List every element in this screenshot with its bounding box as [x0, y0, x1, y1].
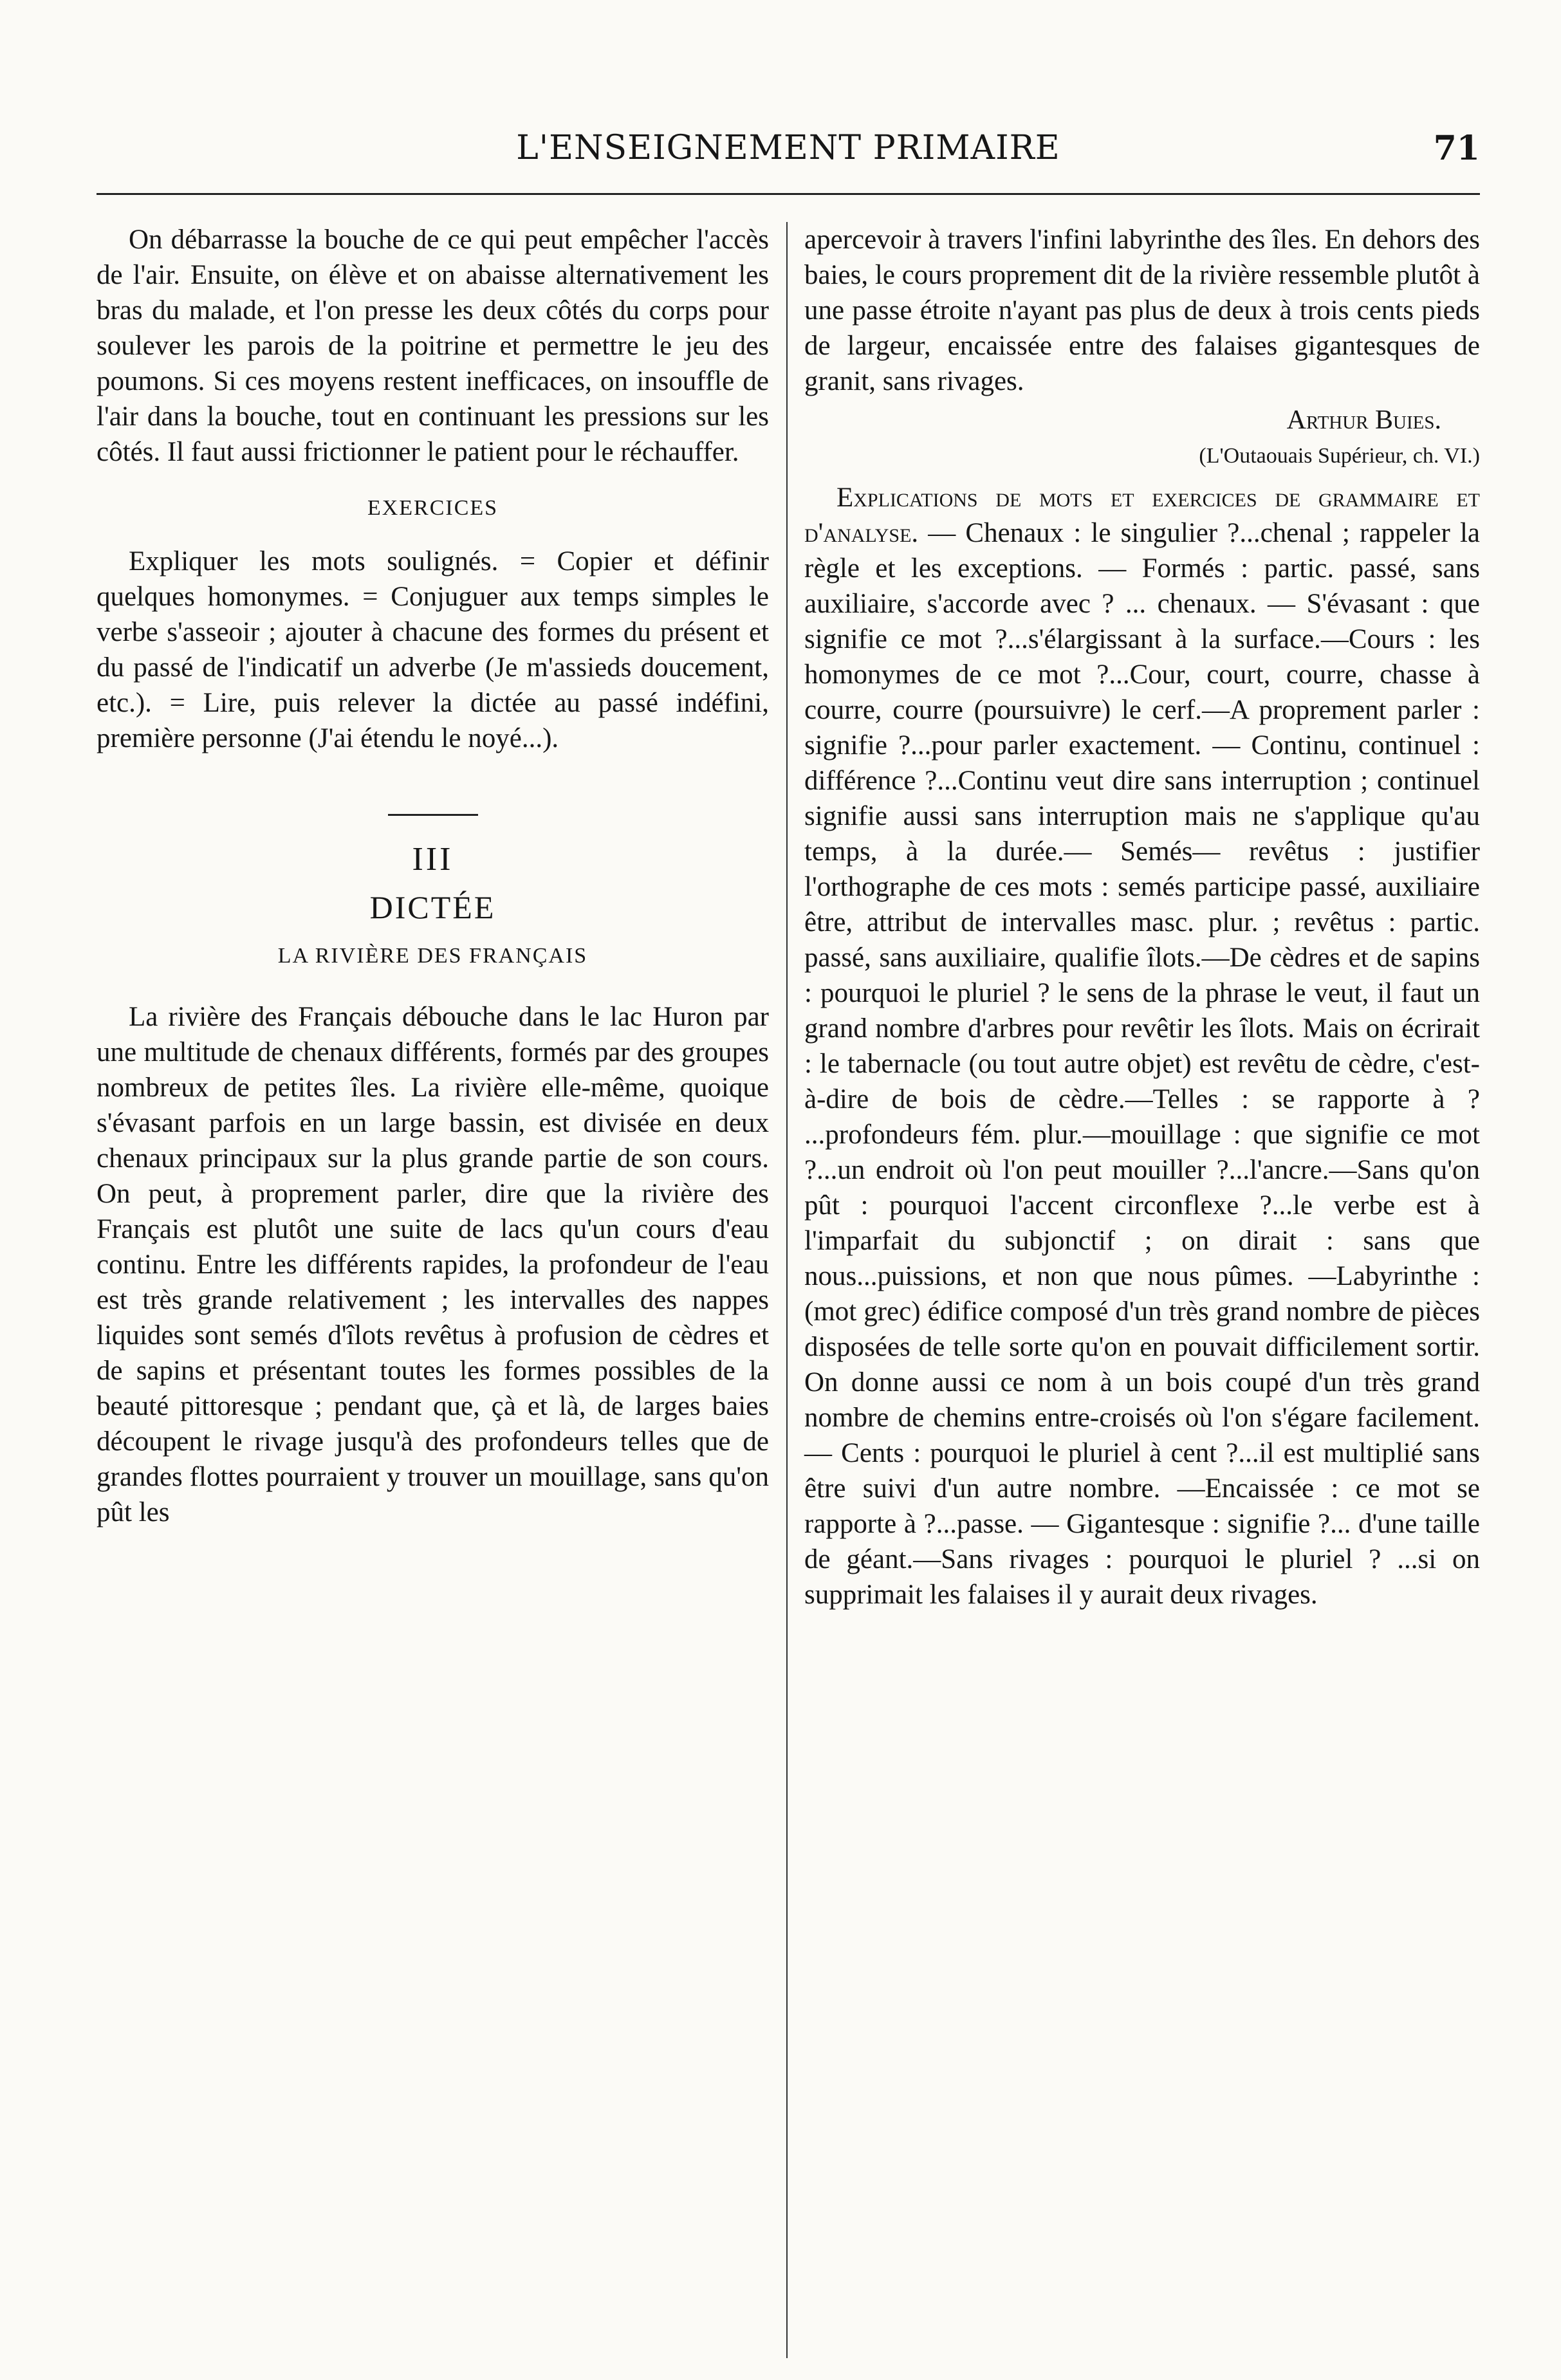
left-column [97, 222, 769, 1530]
exercices-paragraph: Expliquer les mots soulignés. = Copier et définir quelques homonymes. = Conjuguer aux temps simples le verbe s'asseoir ; ajouter à chacune des formes du présent et du passé de l'indicatif un adverbe (Je m'assieds doucement, etc.). = Lire, puis relever la dictée au passé indéfini, première personne (J'ai étendu le noyé...). [97, 546, 769, 753]
dictee-paragraph: La rivière des Français débouche dans le lac Huron par une multitude de chenaux différents, formés par des groupes nombreux de petites îles. La rivière elle-même, quoique s'évasant parfois en un large bassin, est divisée en deux chenaux principaux sur la plus grande partie de son cours. On peut, à proprement parler, dire que la rivière des Français est plutôt une suite de lacs qu'un cours d'eau continu. Entre les différents rapides, la profondeur de l'eau est très grande relativement ; les intervalles des nappes liquides sont semés d'îlots revêtus à profusion de cèdres et de sapins et présentant toutes les formes possibles de la beauté pittoresque ; pendant que, çà et là, de larges baies découpent le rivage jusqu'à des profondeurs telles que de grandes flottes pourraient y trouver un mouillage, sans qu'on pût les [97, 1002, 769, 1527]
intro-paragraph: On débarrasse la bouche de ce qui peut empêcher l'accès de l'air. Ensuite, on élève et on abaisse alternativement les bras du malade, et l'on presse les deux côtés du corps pour soulever les parois de la poitrine et permettre le jeu des poumons. Si ces moyens restent inefficaces, on insouffle de l'air dans la bouche, tout en continuant les pressions sur les côtés. Il faut aussi frictionner le patient pour le réchauffer. [97, 225, 769, 467]
page-header [97, 129, 1480, 174]
explications-text: — Chenaux : le singulier ?...chenal ; rappeler la règle et les exceptions. — Formés : partic. passé, sans auxiliaire, s'accorde avec ? ... chenaux. — S'évasant : que signifie ce mot ?...s'élargissant à la surface.—Cours : les homonymes de ce mot ?...Cour, court, courre, chasse à courre, courre (poursuivre) le cerf.—A proprement parler : signifie ?...pour parler exactement. — Continu, continuel : différence ?...Continu veut dire sans interruption ; continuel signifie aussi sans interruption mais ne s'applique qu'au temps, à la durée.— Semés— revêtus : justifier l'orthographe de ces mots : semés participe passé, auxiliaire être, attribut de intervalles masc. plur. ; revêtus : partic. passé, sans auxiliaire, qualifie îlots.—De cèdres et de sapins : pourquoi le pluriel ? le sens de la phrase le veut, il faut un grand nombre d'arbres pour revêtir les îlots. Mais on écrirait : le tabernacle (ou tout autre objet) est revêtu de cèdre, c'est-à-dire de bois de cèdre.—Telles : se rapporte à ? ...profondeurs fém. plur.—mouillage : que signifie ce mot ?...un endroit où l'on peut mouiller ?...l'ancre.—Sans qu'on pût : pourquoi l'accent circonflexe ?...le verbe est à l'imparfait du subjonctif ; on dirait : sans que nous...puissions, et non que nous pûmes. —Labyrinthe : (mot grec) édifice composé d'un très grand nombre de pièces disposées de telle sorte qu'on en pouvait difficilement sortir. On donne aussi ce nom à un bois coupé d'un très grand nombre de chemins entre-croisés où l'on s'égare facilement.— Cents : pourquoi le pluriel à cent ?...il est multiplié sans être suivi d'un autre nombre. —Encaissée : ce mot se rapporte à ?...passe. — Gigantesque : signifie ?... d'une taille de géant.—Sans rivages : pourquoi le pluriel ? ...si on supprimait les falaises il y aurait deux rivages. [804, 518, 1481, 1610]
dictee-heading: DICTÉE [369, 889, 496, 925]
exercices-heading: EXERCICES [367, 496, 499, 520]
source-citation: (L'Outaouais Supérieur, ch. VI.) [1199, 444, 1480, 468]
running-title: L'ENSEIGNEMENT PRIMAIRE [516, 129, 1060, 167]
dictee-subtitle: LA RIVIÈRE DES FRANÇAIS [277, 944, 588, 968]
page-number: 71 [1433, 129, 1480, 168]
document-page [97, 103, 1480, 2291]
explications-heading: Explications de mots et exercices de grammaire et d'analyse. [804, 483, 1480, 548]
author-signature: Arthur Buies. [1286, 405, 1441, 435]
section-number: III [412, 841, 454, 878]
header-rule [97, 193, 1480, 195]
column-divider [786, 222, 788, 2358]
dictee-continuation: apercevoir à travers l'infini labyrinthe des îles. En dehors des baies, le cours proprement dit de la rivière ressemble plutôt à une passe étroite n'ayant pas plus de deux à trois cents pieds de largeur, encaissée entre des falaises gigantesques de granit, sans rivages. [804, 225, 1480, 396]
section-divider [388, 814, 478, 816]
right-column [804, 222, 1480, 1612]
